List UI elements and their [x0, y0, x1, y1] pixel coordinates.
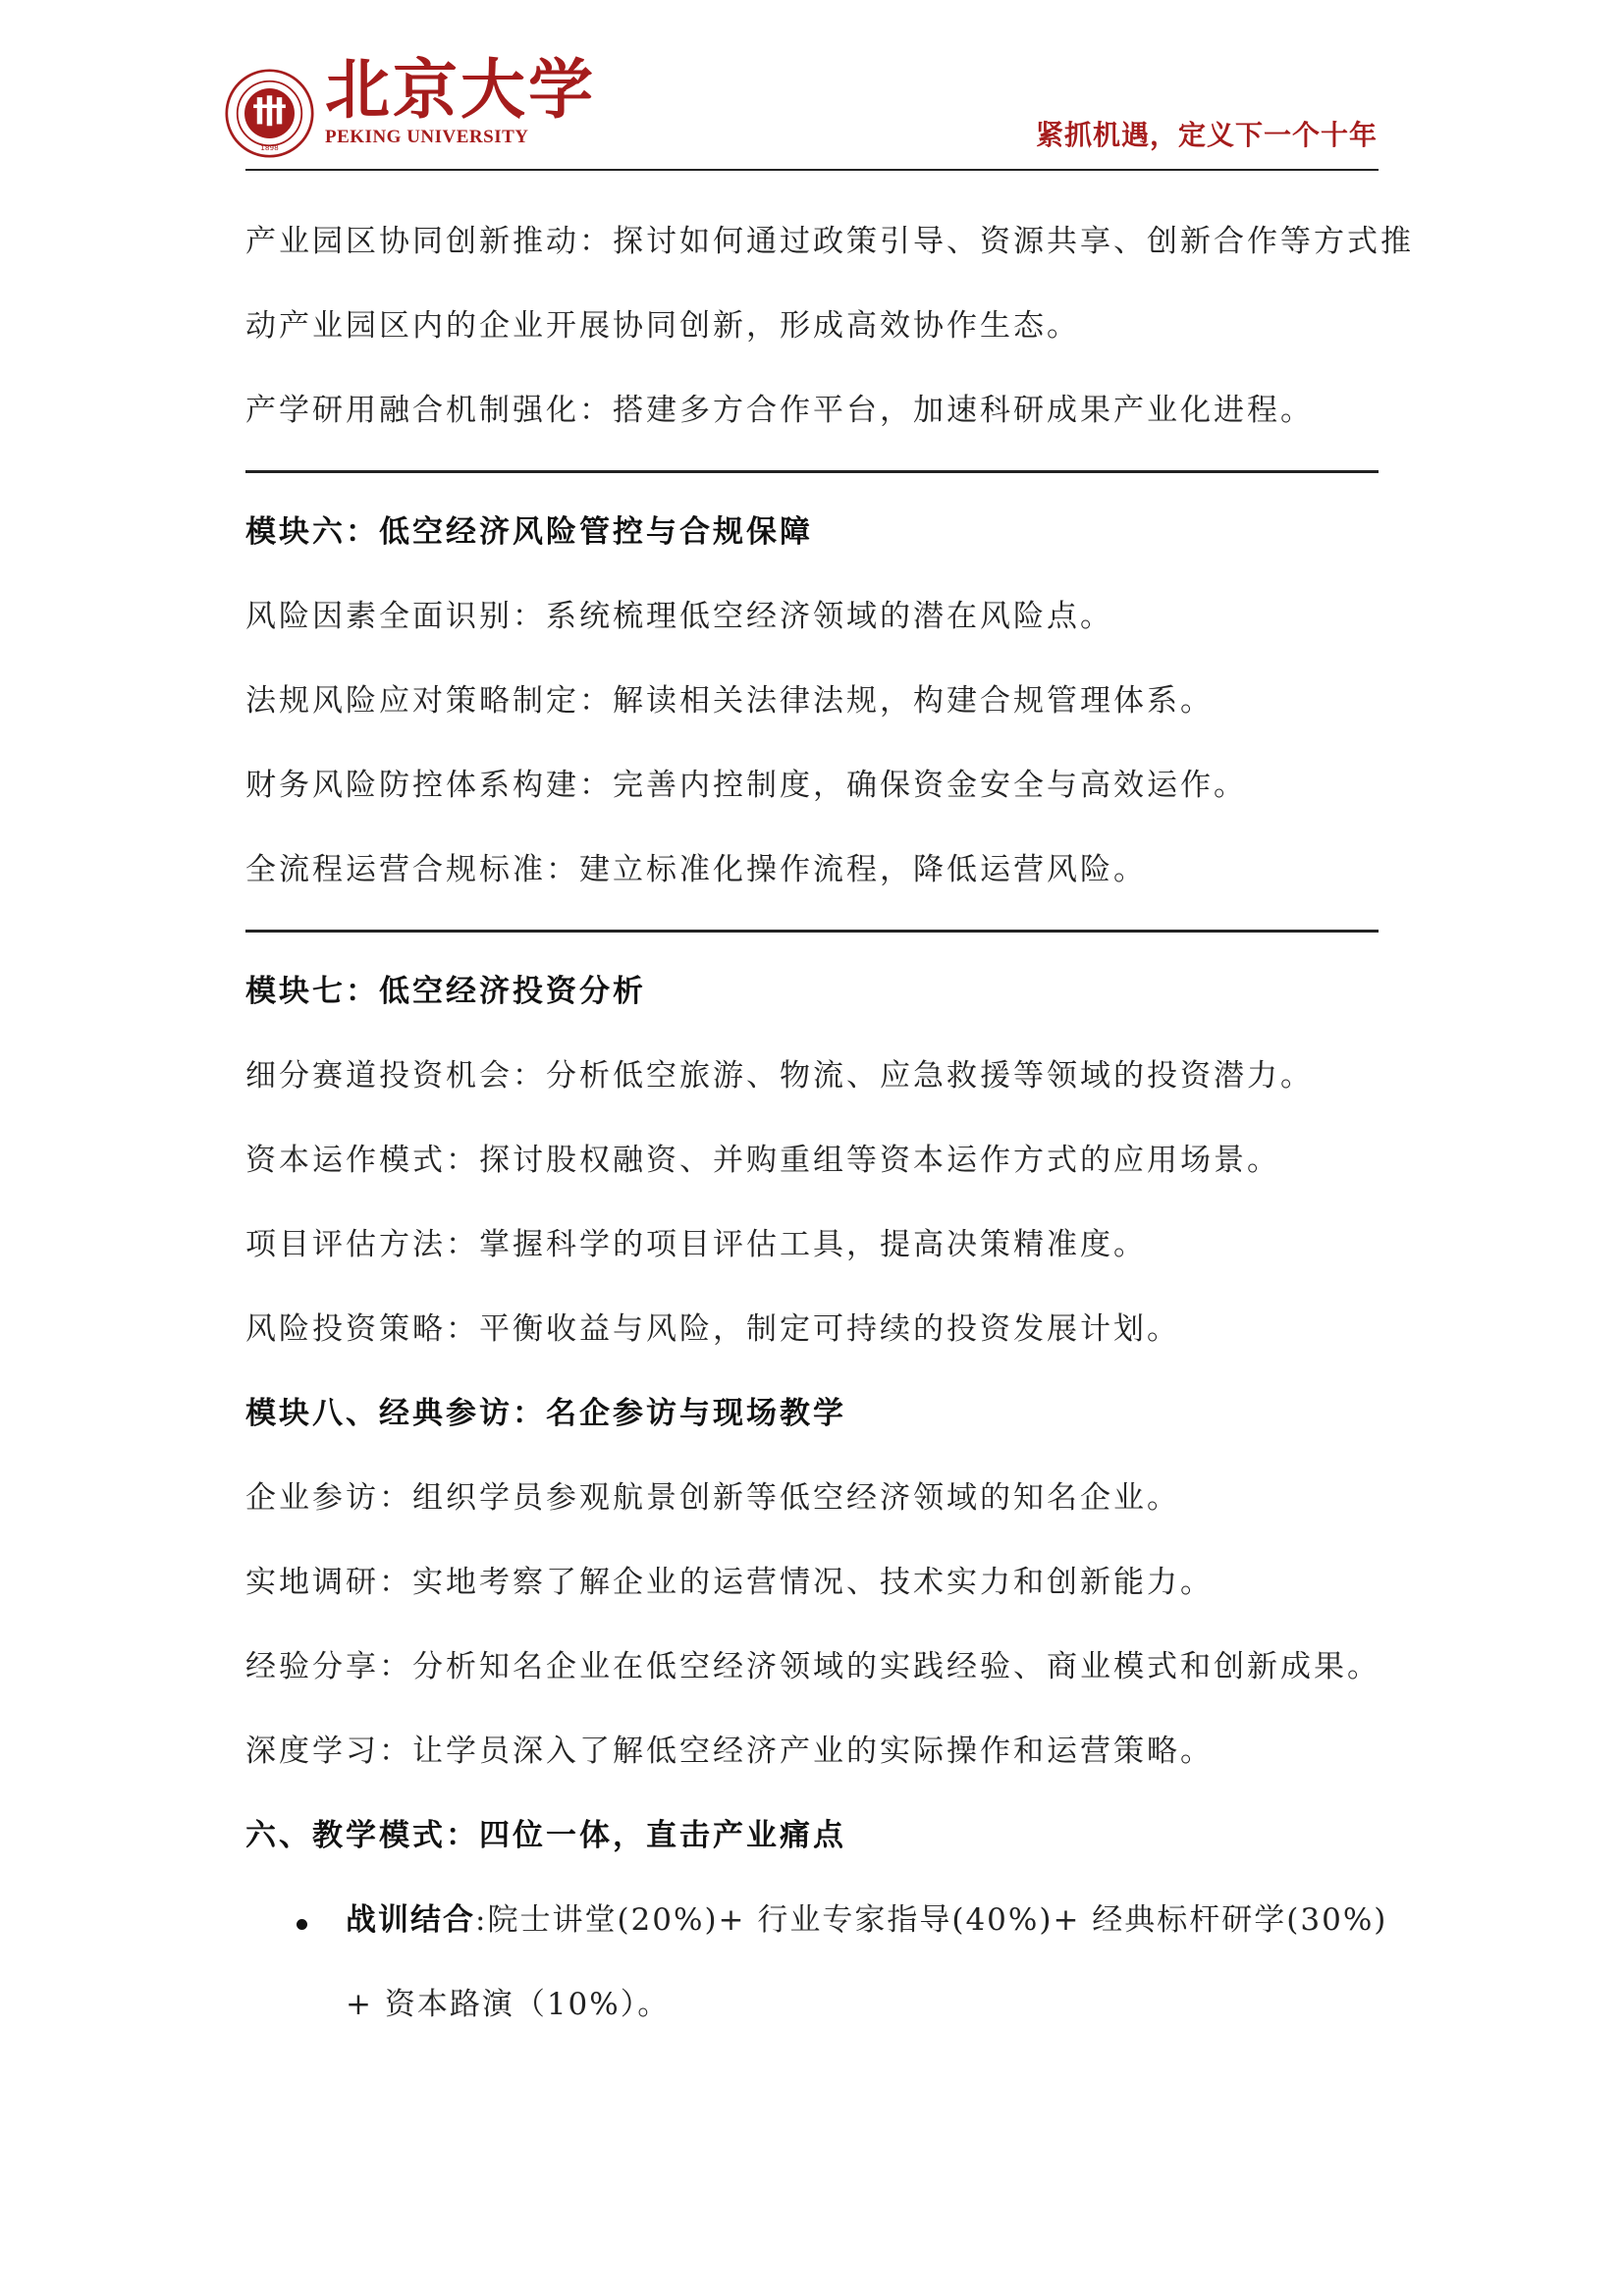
section-divider [245, 930, 1379, 933]
module8-item: 经验分享：分析知名企业在低空经济领域的实践经验、商业模式和创新成果。 [245, 1649, 1380, 1684]
module7-item: 细分赛道投资机会：分析低空旅游、物流、应急救援等领域的投资潜力。 [245, 1058, 1314, 1094]
seal-year: 1898 [260, 142, 279, 152]
module6-item: 法规风险应对策略制定：解读相关法律法规，构建合规管理体系。 [245, 683, 1214, 719]
intro-line-3: 产学研用融合机制强化：搭建多方合作平台，加速科研成果产业化进程。 [245, 393, 1314, 428]
bullet-item [245, 1898, 1388, 1943]
logo-chinese: 北京大学 [325, 51, 596, 128]
intro-line-1: 产业园区协同创新推动：探讨如何通过政策引导、资源共享、创新合作等方式推 [245, 224, 1414, 259]
module8-item: 企业参访：组织学员参观航景创新等低空经济领域的知名企业。 [245, 1480, 1180, 1516]
module7-title: 模块七：低空经济投资分析 [245, 974, 646, 1009]
bullet-line-1 [346, 1898, 1387, 1943]
section6-title: 六、教学模式：四位一体，直击产业痛点 [245, 1818, 846, 1853]
module8-title: 模块八、经典参访：名企参访与现场教学 [245, 1396, 846, 1431]
module7-item: 资本运作模式：探讨股权融资、并购重组等资本运作方式的应用场景。 [245, 1143, 1280, 1178]
module7-item: 风险投资策略：平衡收益与风险，制定可持续的投资发展计划。 [245, 1311, 1180, 1347]
module8-item: 实地调研：实地考察了解企业的运营情况、技术实力和创新能力。 [245, 1565, 1214, 1600]
module6-title: 模块六：低空经济风险管控与合规保障 [245, 514, 813, 550]
bullet-label: 战训结合 [346, 1902, 475, 1938]
page-body [245, 206, 1414, 2027]
bullet-line-2: + 资本路演（10%）。 [346, 1987, 671, 2022]
section-divider [245, 470, 1379, 473]
peking-university-seal-icon [225, 69, 314, 158]
module6-item: 全流程运营合规标准：建立标准化操作流程，降低运营风险。 [245, 852, 1147, 887]
module8-item: 深度学习：让学员深入了解低空经济产业的实际操作和运营策略。 [245, 1734, 1214, 1769]
logo-english: PEKING UNIVERSITY [325, 127, 529, 147]
bullet-dot-icon [297, 1919, 307, 1930]
intro-line-2: 动产业园区内的企业开展协同创新，形成高效协作生态。 [245, 308, 1080, 344]
module6-item: 财务风险防控体系构建：完善内控制度，确保资金安全与高效运作。 [245, 768, 1247, 803]
bullet-continuation [245, 1983, 1379, 2027]
header-divider [245, 169, 1379, 171]
module7-item: 项目评估方法：掌握科学的项目评估工具，提高决策精准度。 [245, 1227, 1147, 1262]
page-header [0, 0, 1623, 172]
header-slogan: 紧抓机遇，定义下一个十年 [1035, 119, 1378, 151]
bullet-line-1-text: :院士讲堂(20%)+ 行业专家指导(40%)+ 经典标杆研学(30%) [475, 1902, 1388, 1938]
module6-item: 风险因素全面识别：系统梳理低空经济领域的潜在风险点。 [245, 599, 1113, 634]
